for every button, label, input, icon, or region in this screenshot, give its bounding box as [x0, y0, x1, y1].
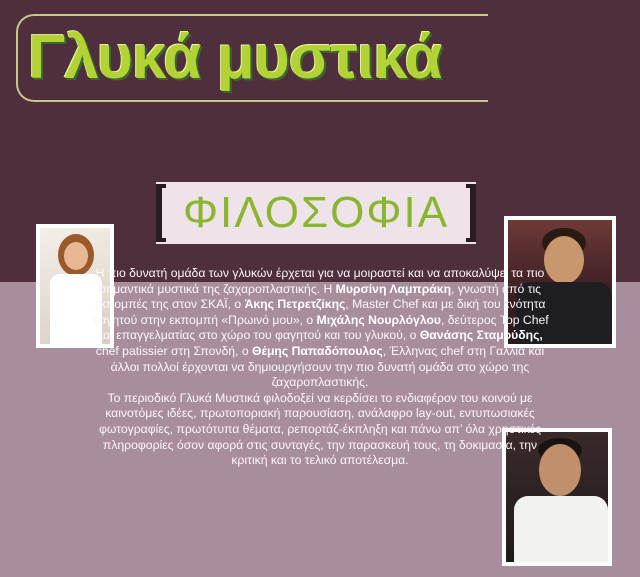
chef-name: Θανάσης Σταμούδης,	[419, 328, 543, 343]
right-bracket	[466, 184, 476, 242]
article-text: , δεύτερος Top Chef και επαγγελματίας στο χώρο του φαγητού και του γλυκού, ο	[97, 312, 549, 343]
chef-name: Μυρσίνη Λαμπράκη	[335, 281, 452, 296]
photo-face	[544, 236, 584, 284]
article-body	[90, 266, 550, 469]
chef-name: Μιχάλης Νουρλόγλου	[316, 312, 441, 327]
article-text: Το περιοδικό Γλυκά Μυστικά φιλοδοξεί να κερδίσει το ενδιαφέρον του κοινού με καινοτόμες ιδέες, πρωτοποριακή παρουσίαση, ανάλαφρο lay-out, εντυπωσιακές φωτογραφίες, πρωτότυπα θέματα, ρεπορτάζ-έκπληξη και πάνω απ’ όλα χρηστικές πληροφορίες όσον αφορά στις συνταγές, την παρασκευή τους, τη δοκιμασία, την κριτική και το τελικό αποτέλεσμα.	[98, 390, 541, 468]
photo-face	[64, 242, 88, 270]
chef-name: Θέμης Παπαδόπουλος	[252, 343, 383, 358]
photo-body	[514, 496, 608, 566]
page-title: Γλυκά μυστικά	[28, 23, 442, 92]
article-text: , Έλληνας chef στη Γαλλία και άλλοι πολλοί έρχονται να δημιουργήσουν την πιο δυνατή ομάδα στο χώρο της ζαχαροπλαστικής.	[110, 343, 545, 390]
chef-name: Άκης Πετρετζίκης	[244, 297, 346, 312]
section-title: ΦΙΛΟΣΟΦΙΑ	[182, 188, 450, 237]
article-text: , Master Chef και με δική του ενότητα φαγητού στην εκπομπή «Πρωινό μου», ο	[91, 297, 546, 327]
left-bracket	[156, 184, 166, 242]
article-text: Η πιο δυνατή ομάδα των γλυκών έρχεται για να μοιραστεί και να αποκαλύψει τα πιο σημαντικά μυστικά της ζαχαροπλαστικής. Η	[95, 266, 545, 296]
article-text: chef patissier στη Σπονδή, ο	[95, 343, 252, 358]
article-text: , γνωστή από τις εκπομπές της στον ΣΚΑΪ, ο	[94, 281, 542, 312]
